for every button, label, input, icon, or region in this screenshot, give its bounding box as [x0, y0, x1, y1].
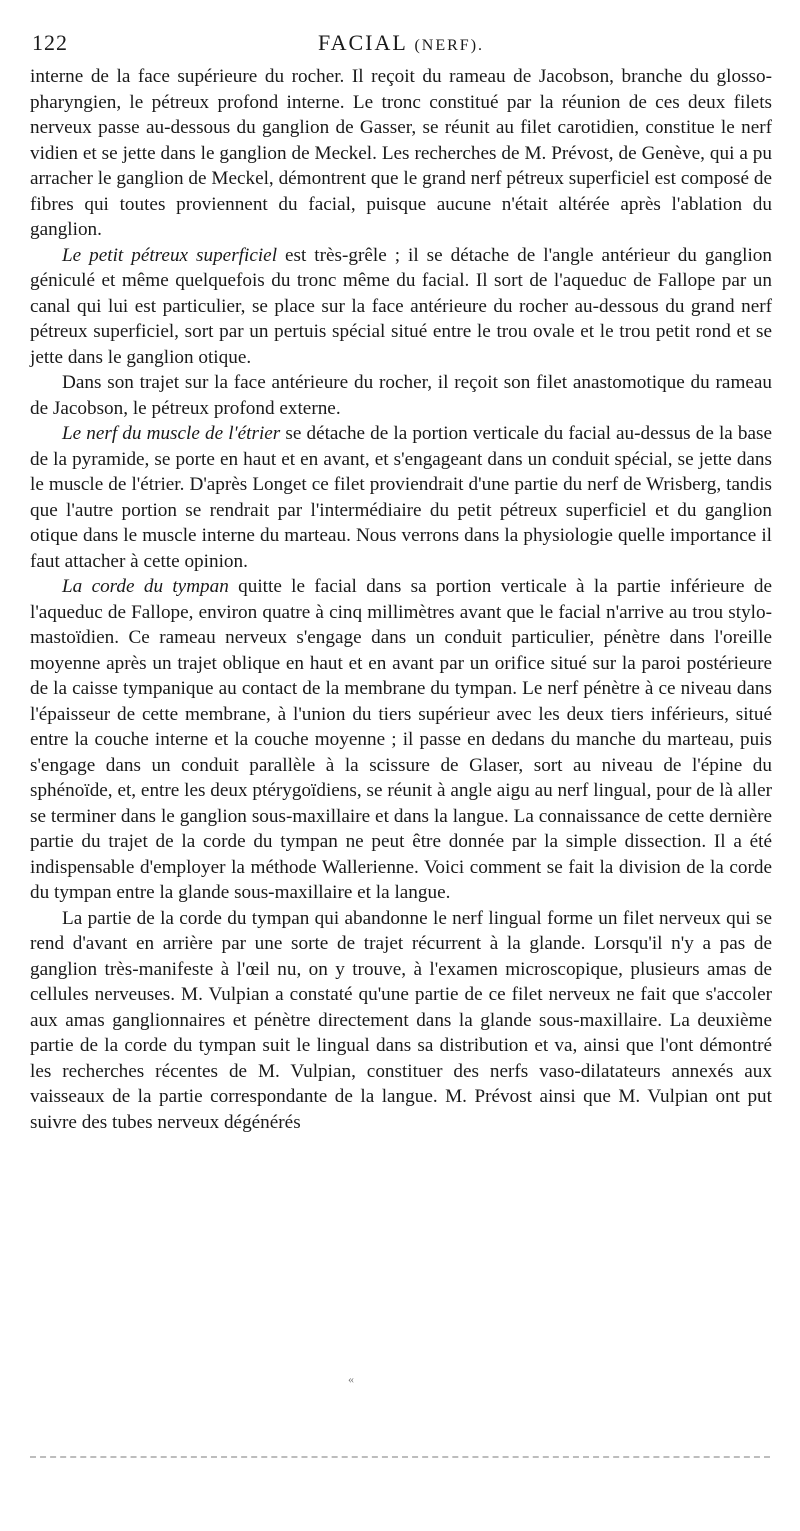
- text-run: quitte le facial dans sa portion verticale à la partie inférieure de l'aqueduc de Fallope, environ quatre à cinq millimètres avant que le facial n'arrive au trou stylo-mastoïdien. Ce rameau nerveux s'engage dans un conduit particulier, pénètre dans l'oreille moyenne après un trajet oblique en haut et en avant par un orifice situé sur la paroi postérieure de la caisse tympanique au contact de la membrane du tympan. Le nerf pénètre à ce niveau dans l'épaisseur de cette membrane, à l'union du tiers supérieur avec les deux tiers inférieurs, situé entre la couche interne et la couche moyenne ; il passe en dedans du manche du marteau, puis s'engage dans un conduit parallèle à la scissure de Glaser, sort au niveau de l'épine du sphénoïde, et, entre les deux ptérygoïdiens, se réunit à angle aigu au nerf lingual, pour de là aller se terminer dans le ganglion sous-maxillaire et dans la langue. La connaissance de cette dernière partie du trajet de la corde du tympan ne peut être donnée par la simple dissection. Il a été indispensable d'employer la méthode Wallerienne. Voici comment se fait la division de la corde du tympan entre la glande sous-maxillaire et la langue.: [30, 576, 772, 903]
- paragraph: [30, 370, 772, 421]
- stray-mark: «: [348, 1372, 354, 1386]
- paragraph: [30, 243, 772, 371]
- page-number: 122: [32, 30, 68, 55]
- running-head: [30, 30, 772, 56]
- running-subtitle: (NERF).: [414, 37, 485, 54]
- paragraph: [30, 421, 772, 574]
- page-header: [30, 22, 772, 62]
- text-run: Dans son trajet sur la face antérieure du rocher, il reçoit son filet anastomotique du rameau de Jacobson, le pétreux profond externe.: [30, 372, 772, 419]
- text-run: interne de la face supérieure du rocher. Il reçoit du rameau de Jacobson, branche du glosso-pharyngien, le pétreux profond interne. Le tronc constitué par la réunion de ces deux filets nerveux passe au-dessous du ganglion de Gasser, se réunit au filet carotidien, constitue le nerf vidien et se jette dans le ganglion de Meckel. Les recherches de M. Prévost, de Genève, qui a pu arracher le ganglion de Meckel, démontrent que le grand nerf pétreux superficiel est composé de fibres qui toutes proviennent du facial, puisque aucune n'était altérée après l'ablation du ganglion.: [30, 66, 772, 240]
- text-run: La partie de la corde du tympan qui abandonne le nerf lingual forme un filet nerveux qui se rend d'avant en arrière par une sorte de trajet récurrent à la glande. Lorsqu'il n'y a pas de ganglion très-manifeste à l'œil nu, on y trouve, à l'examen microscopique, plusieurs amas de cellules nerveuses. M. Vulpian a constaté qu'une partie de ce filet nerveux ne fait que s'accoler aux amas ganglionnaires et pénètre directement dans la glande sous-maxillaire. La deuxième partie de la corde du tympan suit le lingual dans sa distribution et va, ainsi que l'ont démontré les recherches récentes de M. Vulpian, constituer des nerfs vaso-dilatateurs annexés aux vaisseaux de la partie correspondante de la langue. M. Prévost ainsi que M. Vulpian ont put suivre des tubes nerveux dégénérés: [30, 907, 772, 1133]
- paragraph: [30, 64, 772, 243]
- paragraph: [30, 906, 772, 1136]
- running-title: FACIAL: [317, 30, 407, 55]
- italic-term: La corde du tympan: [62, 576, 229, 597]
- italic-term: Le petit pétreux superficiel: [62, 244, 278, 266]
- text-run: est très-grêle ; il se détache de l'angle antérieur du ganglion géniculé et même quelquefois du tronc même du facial. Il sort de l'aqueduc de Fallope par un canal qui lui est particulier, se place sur la face antérieure du rocher au-dessous du grand nerf pétreux superficiel, sort par un pertuis spécial situé entre le trou ovale et le trou petit rond et se jette dans le ganglion otique.: [30, 244, 772, 368]
- text-run: se détache de la portion verticale du facial au-dessus de la base de la pyramide, se porte en haut et en avant, et s'engageant dans un conduit spécial, se jette dans le muscle de l'étrier. D'après Longet ce filet proviendrait d'une partie du nerf de Wrisberg, tandis que l'autre portion se rendrait par l'intermédiaire du petit pétreux superficiel et du ganglion otique dans le muscle interne du marteau. Nous verrons dans la physiologie quelle importance il faut attacher à cette opinion.: [30, 423, 772, 572]
- bottom-rule: [30, 1456, 770, 1458]
- body-text: [30, 64, 772, 1135]
- italic-term: Le nerf du muscle de l'étrier: [62, 423, 281, 444]
- paragraph: [30, 574, 772, 906]
- document-page: [30, 22, 772, 1135]
